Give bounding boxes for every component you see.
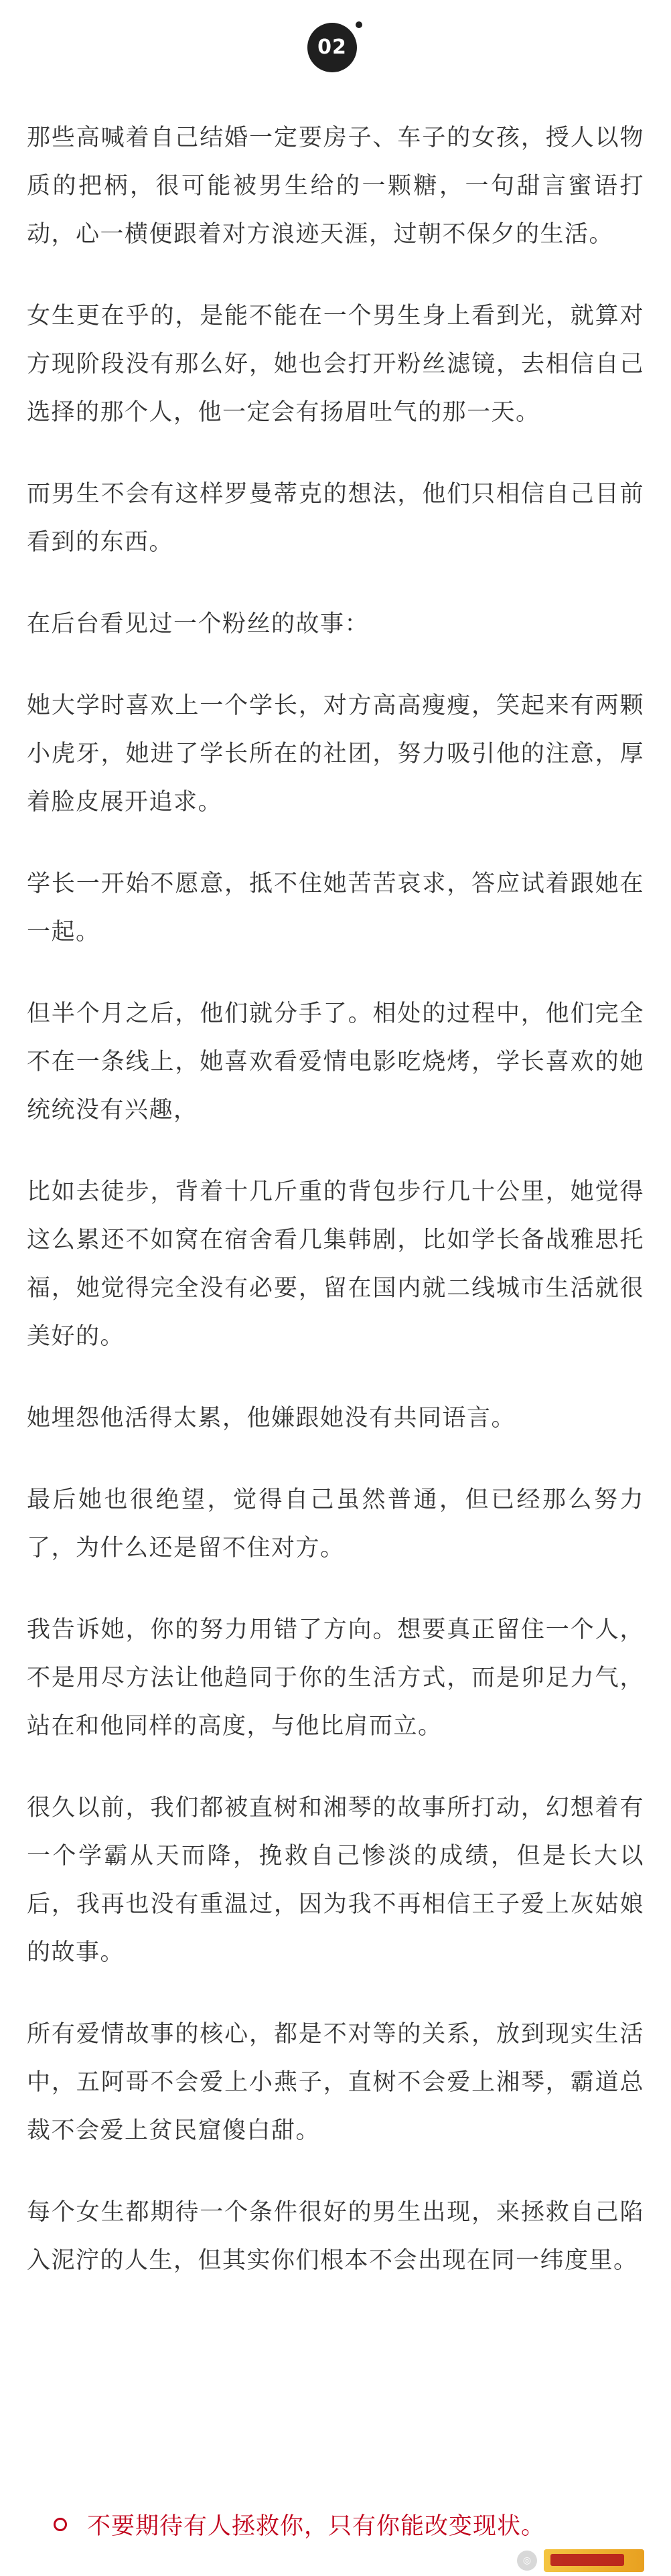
circle-bullet-icon	[54, 2518, 67, 2531]
paragraph: 她大学时喜欢上一个学长，对方高高瘦瘦，笑起来有两颗小虎牙，她进了学长所在的社团，努力吸引他的注意，厚着脸皮展开追求。	[27, 692, 644, 816]
paragraph: 学长一开始不愿意，抵不住她苦苦哀求，答应试着跟她在一起。	[27, 870, 644, 945]
paragraph: 比如去徒步，背着十几斤重的背包步行几十公里，她觉得这么累还不如窝在宿舍看几集韩剧，比如学长备战雅思托福，她觉得完全没有必要，留在国内就二线城市生活就很美好的。	[27, 1179, 644, 1350]
paragraph: 最后她也很绝望，觉得自己虽然普通，但已经那么努力了，为什么还是留不住对方。	[27, 1487, 644, 1562]
paragraph: 而男生不会有这样罗曼蒂克的想法，他们只相信自己目前看到的东西。	[27, 481, 644, 556]
highlight-quote-text: 不要期待有人拯救你，只有你能改变现状。	[87, 2513, 546, 2540]
paragraph: 但半个月之后，他们就分手了。相处的过程中，他们完全不在一条线上，她喜欢看爱情电影吃烧烤，学长喜欢的她统统没有兴趣，	[27, 1000, 644, 1124]
section-number: 02	[307, 23, 357, 72]
paragraph: 所有爱情故事的核心，都是不对等的关系，放到现实生活中，五阿哥不会爱上小燕子，直树不会爱上湘琴，霸道总裁不会爱上贫民窟傻白甜。	[27, 2021, 644, 2144]
paragraph: 在后台看见过一个粉丝的故事：	[27, 611, 370, 637]
badge-dot-icon	[356, 21, 362, 28]
watermark-logo	[517, 2548, 644, 2573]
paragraph: 那些高喊着自己结婚一定要房子、车子的女孩，授人以物质的把柄，很可能被男生给的一颗糖，一句甜言蜜语打动，心一横便跟着对方浪迹天涯，过朝不保夕的生活。	[27, 125, 644, 248]
weibo-icon: ◎	[517, 2551, 537, 2571]
paragraph: 女生更在乎的，是能不能在一个男生身上看到光，就算对方现阶段没有那么好，她也会打开粉丝滤镜，去相信自己选择的那个人，他一定会有扬眉吐气的那一天。	[27, 303, 644, 426]
paragraph: 很久以前，我们都被直树和湘琴的故事所打动，幻想着有一个学霸从天而降，挽救自己惨淡的成绩，但是长大以后，我再也没有重温过，因为我不再相信王子爱上灰姑娘的故事。	[27, 1795, 644, 1966]
paragraph: 她埋怨他活得太累，他嫌跟她没有共同语言。	[27, 1405, 516, 1432]
article-body	[27, 114, 644, 2318]
paragraph: 我告诉她，你的努力用错了方向。想要真正留住一个人，不是用尽方法让他趋同于你的生活方式，而是卯足力气，站在和他同样的高度，与他比肩而立。	[27, 1616, 644, 1740]
section-number-badge	[305, 19, 366, 80]
paragraph: 每个女生都期待一个条件很好的男生出现，来拯救自己陷入泥泞的人生，但其实你们根本不会出现在同一纬度里。	[27, 2199, 644, 2274]
watermark-ribbon-logo	[544, 2549, 644, 2572]
highlight-quote	[54, 2508, 643, 2545]
